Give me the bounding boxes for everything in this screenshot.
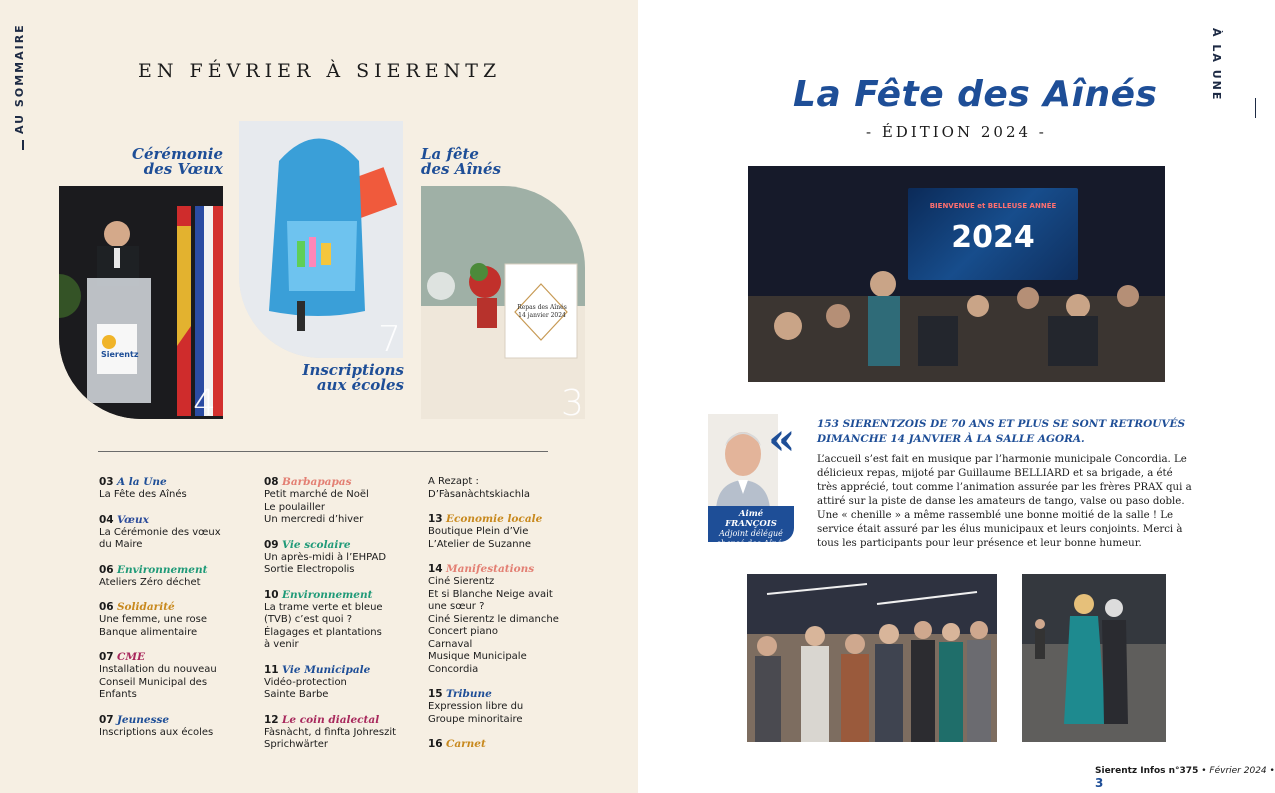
toc-entry[interactable]	[99, 564, 259, 590]
side-tab-rule-right	[1255, 98, 1256, 118]
toc-page-number: 07	[99, 713, 114, 726]
toc-line: Sortie Electropolis	[264, 564, 355, 575]
toc-line: Installation du nouveau	[99, 664, 217, 675]
toc-section: Vie scolaire	[281, 538, 351, 551]
photo-fete-orchestra[interactable]	[748, 166, 1165, 382]
lectern-logo-text: Sierentz	[101, 350, 139, 359]
toc-section: Jeunesse	[116, 713, 170, 726]
toc-line: Une femme, une rose	[99, 614, 208, 625]
feature-page-number: 3	[561, 383, 584, 424]
toc-section: A la Une	[116, 476, 167, 488]
toc-section: CME	[116, 651, 145, 663]
projection-screen	[908, 188, 1078, 280]
toc-section: Economie locale	[445, 513, 543, 525]
toc-page-number: 16	[428, 738, 443, 750]
footer-page-number: 3	[1095, 776, 1104, 790]
toc-line: Musique Municipale	[428, 651, 527, 662]
toc-entry[interactable]	[428, 738, 588, 751]
toc-entry[interactable]	[428, 513, 588, 551]
toc-line: Ciné Sierentz	[428, 576, 495, 587]
toc-line: Ciné Sierentz le dimanche	[428, 613, 559, 625]
toc-line: Et si Blanche Neige avait	[428, 588, 553, 600]
page-footer	[1095, 766, 1275, 790]
feature-caption-aines[interactable]	[421, 147, 541, 177]
toc-page-number: 10	[264, 588, 279, 601]
toc-entry[interactable]	[99, 601, 259, 639]
side-tab-rule	[22, 140, 24, 150]
toc-line: La Cérémonie des vœux	[99, 526, 221, 538]
article-subtitle: - ÉDITION 2024 -	[866, 123, 1047, 141]
toc-entry[interactable]	[428, 688, 588, 726]
article-lead: 153 SIERENTZOIS DE 70 ANS ET PLUS SE SONT RETROUVÉS DIMANCHE 14 JANVIER À LA SALLE AGORA.	[817, 418, 1186, 445]
article-body: L’accueil s’est fait en musique par l’harmonie municipale Concordia. Le délicieux repas, mijoté par Guillaume BELLIARD et sa brigade, a été très apprécié, tout comme l’animation assurée par les frères PRAX qui a attiré sur la piste de danse les amateurs de tango, valse ou paso doble. Une « chenille » a même rassemblé une bonne moitié de la salle ! Le service était assuré par les élus municipaux et leurs conjoints. Merci à tous les participants pour leur présence et leur bonne humeur.	[817, 454, 1192, 549]
toc-page-number: 11	[264, 663, 279, 676]
toc-page-number: 08	[264, 476, 279, 488]
toc-line: La Fête des Aînés	[99, 489, 187, 500]
toc-entry[interactable]	[264, 664, 424, 702]
toc-column-2	[264, 476, 424, 764]
feature-page-number: 7	[378, 319, 401, 360]
toc-line: Carnaval	[428, 638, 473, 650]
toc-page-number: 14	[428, 563, 443, 575]
toc-line: Boutique Plein d’Vie	[428, 526, 529, 537]
card-text	[507, 304, 577, 320]
person-role: chargé des Aînés	[716, 539, 786, 548]
toc-line: du Maire	[99, 539, 143, 550]
toc-column-1	[99, 476, 259, 751]
toc-line: à venir	[264, 639, 299, 650]
toc-entry[interactable]	[264, 539, 424, 577]
toc-entry[interactable]	[99, 514, 259, 552]
caption-line: La fête	[421, 145, 479, 163]
feature-caption-voeux[interactable]	[95, 147, 223, 177]
toc-section: Barbapapas	[281, 476, 352, 488]
article-title: La Fête des Aînés	[793, 74, 1158, 115]
person-name: Aimé FRANÇOIS	[725, 509, 777, 529]
toc-section: Vœux	[116, 513, 149, 526]
caption-line: Inscriptions	[302, 361, 404, 379]
toc-line: Vidéo-protection	[264, 676, 347, 688]
toc-line: Conseil Municipal des	[99, 676, 208, 688]
photo-couple-dance[interactable]	[1022, 574, 1166, 742]
toc-section: Tribune	[445, 688, 492, 700]
toc-page-number: 06	[99, 563, 114, 576]
person-caption	[708, 506, 794, 548]
screen-welcome-text: BIENVENUE et BELLEUSE ANNÉE	[929, 202, 1057, 210]
photo-chenille-dance[interactable]	[747, 574, 997, 742]
feature-page-number: 4	[193, 383, 216, 424]
toc-page-number: 07	[99, 651, 114, 663]
toc-entry[interactable]	[99, 476, 259, 502]
toc-entry[interactable]	[428, 563, 588, 676]
toc-entry[interactable]	[428, 476, 588, 501]
toc-page-number: 09	[264, 538, 279, 551]
toc-entry[interactable]	[264, 589, 424, 652]
toc-line: Groupe minoritaire	[428, 713, 523, 725]
toc-entry[interactable]	[264, 714, 424, 752]
toc-line: une sœur ?	[428, 601, 485, 612]
toc-entry[interactable]	[99, 714, 259, 740]
toc-line: Concert piano	[428, 626, 499, 637]
toc-section: Le coin dialectal	[281, 713, 380, 726]
footer-separator: •	[1201, 766, 1207, 776]
toc-line: Enfants	[99, 689, 137, 700]
toc-line: A Rezapt :	[428, 476, 479, 487]
toc-line: Fàsnàcht, d fìnfta Johreszit	[264, 726, 397, 738]
card-line: 14 janvier 2024	[518, 312, 566, 319]
quote-mark-icon: «	[768, 414, 796, 465]
toc-line: Élagages et plantations	[264, 626, 382, 638]
toc-line: D’Fàsanàchtskiachla	[428, 488, 531, 500]
toc-line: Expression libre du	[428, 701, 524, 712]
side-tab-une: À LA UNE	[1210, 28, 1223, 102]
couple-dance-illustration	[1022, 574, 1166, 742]
toc-section: Environnement	[116, 563, 208, 576]
footer-publication: Sierentz Infos n°375	[1095, 766, 1199, 776]
card-line: Repas des Aînés	[517, 304, 567, 311]
toc-section: Manifestations	[445, 563, 535, 575]
toc-line: L’Atelier de Suzanne	[428, 538, 532, 550]
toc-section: Vie Municipale	[281, 663, 371, 676]
toc-line: Le poulailler	[264, 501, 326, 513]
footer-separator: •	[1269, 766, 1275, 776]
toc-section: Environnement	[281, 588, 373, 601]
toc-section: Carnet	[445, 738, 486, 750]
toc-line: Ateliers Zéro déchet	[99, 576, 201, 588]
toc-page-number: 15	[428, 688, 443, 700]
toc-section: Solidarité	[116, 601, 175, 613]
toc-line: Sprichwärter	[264, 739, 329, 750]
screen-year: 2024	[951, 220, 1035, 255]
toc-page-number: 12	[264, 713, 279, 726]
dance-illustration	[747, 574, 997, 742]
toc-line: Inscriptions aux écoles	[99, 726, 214, 738]
feature-caption-ecoles[interactable]	[290, 363, 404, 393]
toc-page-number: 03	[99, 476, 114, 488]
toc-line: Petit marché de Noël	[264, 489, 369, 500]
toc-line: Concordia	[428, 663, 479, 675]
toc-separator	[98, 451, 548, 452]
toc-column-3	[428, 476, 588, 763]
person-role: Adjoint délégué	[719, 529, 783, 538]
toc-page-number: 13	[428, 513, 443, 525]
toc-line: La trame verte et bleue	[264, 601, 383, 613]
toc-entry[interactable]	[264, 476, 424, 527]
toc-page-number: 06	[99, 601, 114, 613]
toc-line: (TVB) c’est quoi ?	[264, 614, 352, 625]
toc-page-number: 04	[99, 513, 114, 526]
side-tab-sommaire: AU SOMMAIRE	[13, 23, 26, 134]
toc-line: Un après-midi à l’EHPAD	[264, 551, 387, 563]
caption-line: aux écoles	[316, 376, 404, 394]
caption-line: des Aînés	[421, 160, 501, 178]
toc-entry[interactable]	[99, 651, 259, 702]
toc-line: Banque alimentaire	[99, 626, 198, 638]
sommaire-title: EN FÉVRIER À SIERENTZ	[138, 60, 502, 82]
footer-date: Février 2024	[1209, 766, 1267, 776]
caption-line: Cérémonie	[132, 145, 223, 163]
toc-line: Sainte Barbe	[264, 689, 329, 700]
caption-line: des Vœux	[143, 160, 223, 178]
toc-line: Un mercredi d’hiver	[264, 514, 364, 525]
